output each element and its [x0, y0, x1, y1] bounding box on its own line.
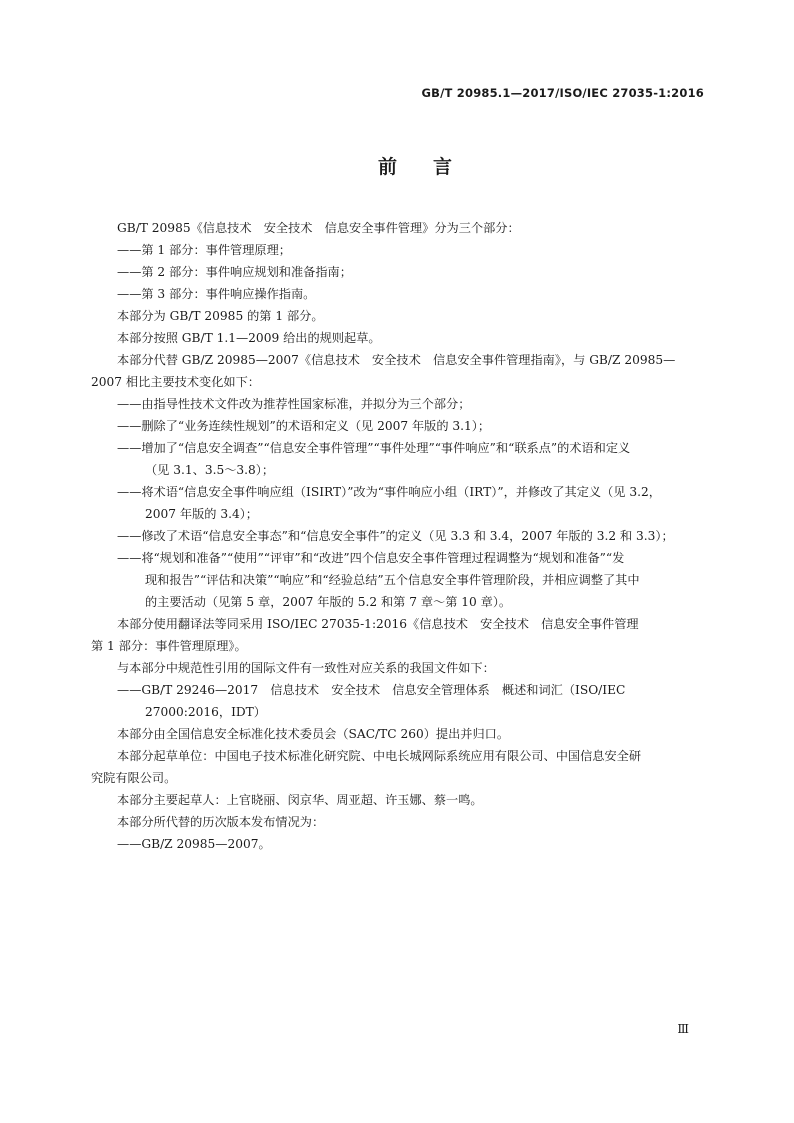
- page-number: Ⅲ: [677, 1022, 689, 1036]
- list-item-continuation: 的主要活动（见第 5 章，2007 年版的 5.2 和第 7 章～第 10 章）。: [145, 595, 512, 609]
- list-item-continuation: （见 3.1、3.5～3.8）；: [145, 463, 275, 477]
- list-item: ——第 2 部分：事件响应规划和准备指南；: [117, 265, 352, 279]
- paragraph-line: 本部分使用翻译法等同采用 ISO/IEC 27035-1:2016《信息技术 安全技术 信息安全事件管理: [117, 617, 639, 631]
- list-item-continuation: 27000:2016，IDT）: [145, 705, 266, 719]
- paragraph-line: GB/T 20985《信息技术 安全技术 信息安全事件管理》分为三个部分：: [117, 221, 520, 235]
- paragraph-line: 2007 相比主要技术变化如下：: [91, 375, 260, 389]
- paragraph-line: 本部分为 GB/T 20985 的第 1 部分。: [117, 309, 324, 323]
- page-title: 前言: [377, 156, 488, 178]
- standard-code-header: GB/T 20985.1—2017/ISO/IEC 27035-1:2016: [421, 86, 704, 100]
- paragraph-line: 第 1 部分：事件管理原理》。: [91, 639, 247, 653]
- paragraph-line: 究院有限公司。: [91, 771, 177, 785]
- list-item: ——GB/Z 20985—2007。: [117, 837, 271, 851]
- list-item: ——修改了术语“信息安全事态”和“信息安全事件”的定义（见 3.3 和 3.4，2007 年版的 3.2 和 3.3）；: [117, 529, 674, 543]
- paragraph-line: 本部分代替 GB/Z 20985—2007《信息技术 安全技术 信息安全事件管理指南》，与 GB/Z 20985—: [117, 353, 676, 367]
- list-item: ——将术语“信息安全事件响应组（ISIRT）”改为“事件响应小组（IRT）”，并修改了其定义（见 3.2，: [117, 485, 661, 499]
- list-item-continuation: 现和报告”“评估和决策”“响应”和“经验总结”五个信息安全事件管理阶段，并相应调整了其中: [145, 573, 640, 587]
- list-item: ——GB/T 29246—2017 信息技术 安全技术 信息安全管理体系 概述和词汇（ISO/IEC: [117, 683, 626, 697]
- paragraph-line: 本部分按照 GB/T 1.1—2009 给出的规则起草。: [117, 331, 381, 345]
- paragraph-line: 本部分起草单位：中国电子技术标准化研究院、中电长城网际系统应用有限公司、中国信息安全研: [117, 749, 642, 763]
- paragraph-line: 本部分主要起草人：上官晓丽、闵京华、周亚超、许玉娜、蔡一鸣。: [117, 793, 483, 807]
- paragraph-line: 本部分所代替的历次版本发布情况为：: [117, 815, 325, 829]
- list-item: ——第 1 部分：事件管理原理；: [117, 243, 291, 257]
- list-item: ——第 3 部分：事件响应操作指南。: [117, 287, 316, 301]
- list-item: ——增加了“信息安全调查”“信息安全事件管理”“事件处理”“事件响应”和“联系点”的术语和定义: [117, 441, 631, 455]
- list-item-continuation: 2007 年版的 3.4）；: [145, 507, 258, 521]
- list-item: ——删除了“业务连续性规划”的术语和定义（见 2007 年版的 3.1）；: [117, 419, 491, 433]
- list-item: ——由指导性技术文件改为推荐性国家标准，并拟分为三个部分；: [117, 397, 471, 411]
- paragraph-line: 与本部分中规范性引用的国际文件有一致性对应关系的我国文件如下：: [117, 661, 495, 675]
- paragraph-line: 本部分由全国信息安全标准化技术委员会（SAC/TC 260）提出并归口。: [117, 727, 510, 741]
- list-item: ——将“规划和准备”“使用”“评审”和“改进”四个信息安全事件管理过程调整为“规划和准备”“发: [117, 551, 625, 565]
